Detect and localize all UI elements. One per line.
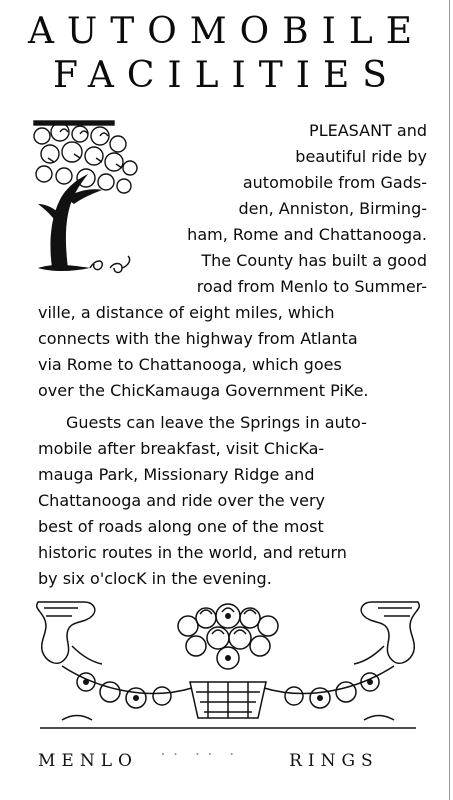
paragraph-1-line: over the ChicKamauga Government PiKe.	[38, 381, 369, 400]
paragraph-1-line: via Rome to Chattanooga, which goes	[38, 355, 342, 374]
tree-drop-cap-illustration	[30, 118, 140, 283]
paragraph-1-line: ville, a distance of eight miles, which	[38, 303, 335, 322]
paragraph-2-line: mobile after breakfast, visit ChicKa-	[38, 439, 325, 458]
paragraph-2-line: Chattanooga and ride over the very	[38, 491, 325, 510]
title-line-1: AUTOMOBILE	[27, 11, 426, 52]
floral-garland-ornament	[32, 596, 424, 736]
footer-left-text: MENLO	[38, 751, 138, 771]
paragraph-1-line: road from Menlo to Summer-	[196, 277, 427, 296]
paragraph-2-line: best of roads along one of the most	[38, 517, 324, 536]
paragraph-1-line: connects with the highway from Atlanta	[38, 329, 358, 348]
page-edge-line	[449, 0, 450, 800]
title-line-2: FACILITIES	[53, 55, 400, 96]
paragraph-2-line: mauga Park, Missionary Ridge and	[38, 465, 315, 484]
footer-faded-text: ˙˙ ˙˙ ˙	[149, 751, 278, 771]
paragraph-2-line: Guests can leave the Springs in auto-	[66, 413, 367, 432]
paragraph-1-line: beautiful ride by	[295, 147, 427, 166]
paragraph-1-line: The County has built a good	[201, 251, 427, 270]
paragraph-1-line: automobile from Gads-	[242, 173, 427, 192]
footer-imprint	[38, 751, 379, 771]
paragraph-1-line: ham, Rome and Chattanooga.	[187, 225, 427, 244]
paragraph-2-line: historic routes in the world, and return	[38, 543, 347, 562]
footer-right-text: RINGS	[289, 751, 379, 771]
paragraph-1-line: PLEASANT and	[309, 121, 427, 140]
paragraph-2-line: by six o'clocK in the evening.	[38, 569, 272, 588]
paragraph-1-line: den, Anniston, Birming-	[238, 199, 427, 218]
